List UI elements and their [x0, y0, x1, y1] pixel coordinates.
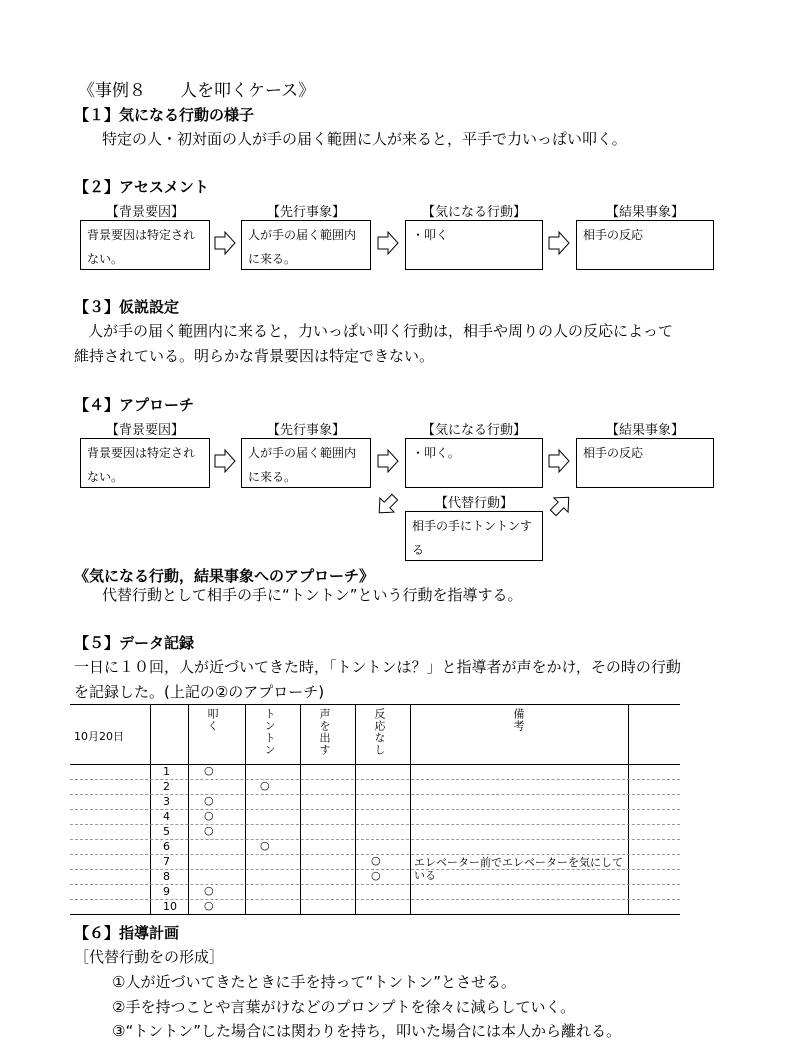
row-mark: ○: [371, 854, 381, 867]
box-consequence: 相手の反応: [576, 438, 714, 488]
box-behavior: ・叩く。: [405, 438, 543, 488]
row-number: 4: [163, 810, 170, 823]
row-mark: ○: [260, 839, 270, 852]
col-header-remarks: 備考: [512, 708, 525, 732]
section3-heading: 【３】仮説設定: [74, 298, 180, 316]
row-mark: ○: [204, 809, 214, 822]
label-background: 【背景要因】: [105, 423, 184, 438]
row-number: 5: [163, 825, 170, 838]
plan-item-1: ①人が近づいてきたときに手を持って“トントン”とさせる。: [112, 973, 516, 991]
section3-line2: 維持されている。明らかな背景要因は特定できない。: [74, 347, 435, 365]
row-number: 2: [163, 780, 170, 793]
section1-heading: 【１】気になる行動の様子: [74, 106, 255, 124]
section3-line1: 人が手の届く範囲内に来ると，力いっぱい叩く行動は，相手や周りの人の反応によって: [88, 322, 674, 340]
box-background: 背景要因は特定されない。: [80, 438, 210, 488]
box-background: 背景要因は特定されない。: [80, 220, 210, 270]
box-antecedent: 人が手の届く範囲内に来る。: [241, 220, 371, 270]
label-antecedent: 【先行事象】: [266, 205, 345, 220]
row-mark: ○: [204, 794, 214, 807]
table-date: 10月20日: [74, 730, 124, 743]
box-behavior: ・叩く: [405, 220, 543, 270]
right-arrow-icon: [547, 230, 571, 256]
section5-line2: を記録した。(上記の②のアプローチ): [74, 683, 325, 701]
label-behavior: 【気になる行動】: [421, 423, 526, 438]
right-arrow-icon: [213, 230, 237, 256]
row-mark: ○: [371, 869, 381, 882]
plan-item-2: ②手を持つことや言葉がけなどのプロンプトを徐々に減らしていく。: [112, 998, 576, 1016]
data-record-table: [70, 704, 680, 916]
row-number: 9: [163, 885, 170, 898]
diagonal-arrow-down-left-icon: [372, 490, 402, 520]
table-note: エレベーター前でエレベーターを気にしている: [414, 856, 623, 882]
row-number: 6: [163, 840, 170, 853]
section4-sub-heading: 《気になる行動，結果事象へのアプローチ》: [74, 567, 375, 585]
col-header-tonton: トントン: [263, 708, 276, 756]
row-number: 1: [163, 765, 170, 778]
right-arrow-icon: [376, 230, 400, 256]
section1-text: 特定の人・初対面の人が手の届く範囲に人が来ると，平手で力いっぱい叩く。: [102, 130, 627, 148]
row-number: 10: [163, 900, 177, 913]
section5-line1: 一日に１０回，人が近づいてきた時，「トントンは？」と指導者が声をかけ，その時の行動: [74, 658, 681, 676]
diagonal-arrow-up-right-icon: [546, 490, 576, 520]
col-header-hit: 叩く: [206, 708, 219, 732]
section5-heading: 【５】データ記録: [74, 634, 195, 652]
box-alternative: 相手の手にトントンする: [405, 511, 543, 561]
box-antecedent: 人が手の届く範囲内に来る。: [241, 438, 371, 488]
section6-sub: ［代替行動をの形成］: [74, 948, 225, 966]
label-antecedent: 【先行事象】: [266, 423, 345, 438]
section4-sub-text: 代替行動として相手の手に“トントン”という行動を指導する。: [102, 586, 523, 604]
right-arrow-icon: [376, 448, 400, 474]
box-consequence: 相手の反応: [576, 220, 714, 270]
row-mark: ○: [204, 884, 214, 897]
label-behavior: 【気になる行動】: [421, 205, 526, 220]
row-mark: ○: [260, 779, 270, 792]
section4-heading: 【４】アプローチ: [74, 396, 195, 414]
row-mark: ○: [204, 899, 214, 912]
row-number: 7: [163, 855, 170, 868]
row-mark: ○: [204, 824, 214, 837]
col-header-voice: 声を出す: [318, 708, 331, 756]
section2-heading: 【２】アセスメント: [74, 178, 209, 196]
page-title: 《事例８ 人を叩くケース》: [78, 81, 316, 101]
label-alternative: 【代替行動】: [434, 496, 513, 511]
row-mark: ○: [204, 764, 214, 777]
label-consequence: 【結果事象】: [605, 423, 684, 438]
right-arrow-icon: [213, 448, 237, 474]
col-header-no-response: 反応なし: [373, 708, 386, 756]
label-background: 【背景要因】: [105, 205, 184, 220]
label-consequence: 【結果事象】: [605, 205, 684, 220]
row-number: 8: [163, 870, 170, 883]
plan-item-3: ③“トントン”した場合には関わりを持ち，叩いた場合には本人から離れる。: [112, 1022, 621, 1040]
section6-heading: 【６】指導計画: [74, 924, 180, 942]
row-number: 3: [163, 795, 170, 808]
right-arrow-icon: [547, 448, 571, 474]
